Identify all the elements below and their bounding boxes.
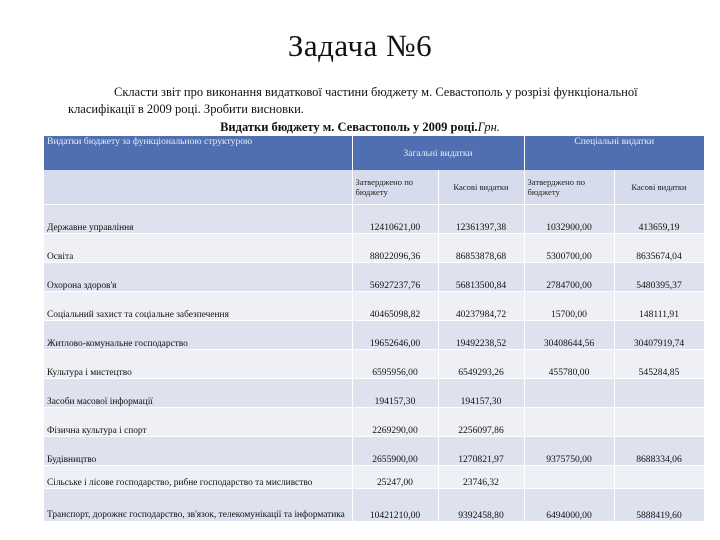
table-row bbox=[44, 437, 704, 466]
header-general-cash: Касові видатки bbox=[438, 170, 524, 205]
table-row bbox=[44, 350, 704, 379]
row-name: Засоби масової інформації bbox=[44, 379, 352, 408]
row-name: Соціальний захист та соціальне забезпечення bbox=[44, 292, 352, 321]
slide-title: Задача №6 bbox=[287, 28, 433, 63]
table-row bbox=[44, 321, 704, 350]
row-name: Державне управління bbox=[44, 205, 352, 234]
header-structure: Видатки бюджету за функціональною структурою bbox=[44, 136, 352, 170]
cell-special-cash bbox=[614, 408, 704, 437]
cell-general-cash: 23746,32 bbox=[438, 466, 524, 489]
cell-special-approved bbox=[524, 466, 614, 489]
cell-special-approved: 1032900,00 bbox=[524, 205, 614, 234]
header-general-approved: Затверджено по бюджету bbox=[352, 170, 438, 205]
cell-general-approved: 12410621,00 bbox=[352, 205, 438, 234]
table-row bbox=[44, 292, 704, 321]
table-row bbox=[44, 234, 704, 263]
cell-special-cash: 30407919,74 bbox=[614, 321, 704, 350]
budget-table bbox=[44, 136, 705, 521]
cell-general-cash: 6549293,26 bbox=[438, 350, 524, 379]
table-row bbox=[44, 263, 704, 292]
cell-general-approved: 2269290,00 bbox=[352, 408, 438, 437]
header-general: Загальні видатки bbox=[352, 136, 524, 170]
cell-special-cash: 5888419,60 bbox=[614, 489, 704, 521]
row-name: Сільське і лісове господарство, рибне господарство та мисливство bbox=[44, 466, 352, 489]
cell-special-approved: 455780,00 bbox=[524, 350, 614, 379]
cell-special-cash: 413659,19 bbox=[614, 205, 704, 234]
cell-special-cash: 148111,91 bbox=[614, 292, 704, 321]
table-row bbox=[44, 466, 704, 489]
header-special-approved: Затверджено по бюджету bbox=[524, 170, 614, 205]
cell-special-approved bbox=[524, 379, 614, 408]
cell-general-cash: 2256097,86 bbox=[438, 408, 524, 437]
cell-general-cash: 9392458,80 bbox=[438, 489, 524, 521]
cell-special-cash: 545284,85 bbox=[614, 350, 704, 379]
header-special-cash: Касові видатки bbox=[614, 170, 704, 205]
cell-general-approved: 25247,00 bbox=[352, 466, 438, 489]
table-row bbox=[44, 489, 704, 521]
cell-general-approved: 56927237,76 bbox=[352, 263, 438, 292]
cell-general-cash: 194157,30 bbox=[438, 379, 524, 408]
cell-special-approved: 6494000,00 bbox=[524, 489, 614, 521]
cell-general-cash: 19492238,52 bbox=[438, 321, 524, 350]
cell-general-cash: 40237984,72 bbox=[438, 292, 524, 321]
table-caption-text: Видатки бюджету м. Севастополь у 2009 році. bbox=[220, 120, 478, 134]
cell-general-cash: 56813500,84 bbox=[438, 263, 524, 292]
cell-special-approved: 30408644,56 bbox=[524, 321, 614, 350]
header-blank-cell bbox=[44, 170, 352, 205]
table-caption bbox=[0, 120, 720, 135]
row-name: Охорона здоров'я bbox=[44, 263, 352, 292]
cell-special-approved: 9375750,00 bbox=[524, 437, 614, 466]
row-name: Культура і мистецтво bbox=[44, 350, 352, 379]
row-name: Освіта bbox=[44, 234, 352, 263]
row-name: Будівництво bbox=[44, 437, 352, 466]
cell-special-approved: 2784700,00 bbox=[524, 263, 614, 292]
row-name: Житлово-комунальне господарство bbox=[44, 321, 352, 350]
row-name: Фізична культура і спорт bbox=[44, 408, 352, 437]
cell-general-cash: 86853878,68 bbox=[438, 234, 524, 263]
cell-general-approved: 40465098,82 bbox=[352, 292, 438, 321]
cell-special-approved: 5300700,00 bbox=[524, 234, 614, 263]
task-text: Скласти звіт про виконання видаткової частини бюджету м. Севастополь у розрізі функціональної класифікації в 2009 році. Зробити висновки. bbox=[68, 85, 638, 116]
cell-special-cash bbox=[614, 466, 704, 489]
cell-special-cash: 5480395,37 bbox=[614, 263, 704, 292]
cell-special-cash: 8688334,06 bbox=[614, 437, 704, 466]
cell-general-approved: 19652646,00 bbox=[352, 321, 438, 350]
table-row bbox=[44, 379, 704, 408]
header-special: Спеціальні видатки bbox=[524, 136, 704, 170]
cell-general-approved: 194157,30 bbox=[352, 379, 438, 408]
cell-special-cash bbox=[614, 379, 704, 408]
cell-general-approved: 88022096,36 bbox=[352, 234, 438, 263]
cell-special-approved bbox=[524, 408, 614, 437]
table-row bbox=[44, 205, 704, 234]
cell-general-approved: 2655900,00 bbox=[352, 437, 438, 466]
cell-general-approved: 10421210,00 bbox=[352, 489, 438, 521]
cell-general-cash: 12361397,38 bbox=[438, 205, 524, 234]
cell-special-approved: 15700,00 bbox=[524, 292, 614, 321]
table-unit: Грн. bbox=[477, 120, 500, 134]
cell-general-cash: 1270821,97 bbox=[438, 437, 524, 466]
cell-general-approved: 6595956,00 bbox=[352, 350, 438, 379]
table-row bbox=[44, 408, 704, 437]
row-name: Транспорт, дорожнє господарство, зв'язок, телекомунікації та інформатика bbox=[44, 489, 352, 521]
cell-special-cash: 8635674,04 bbox=[614, 234, 704, 263]
